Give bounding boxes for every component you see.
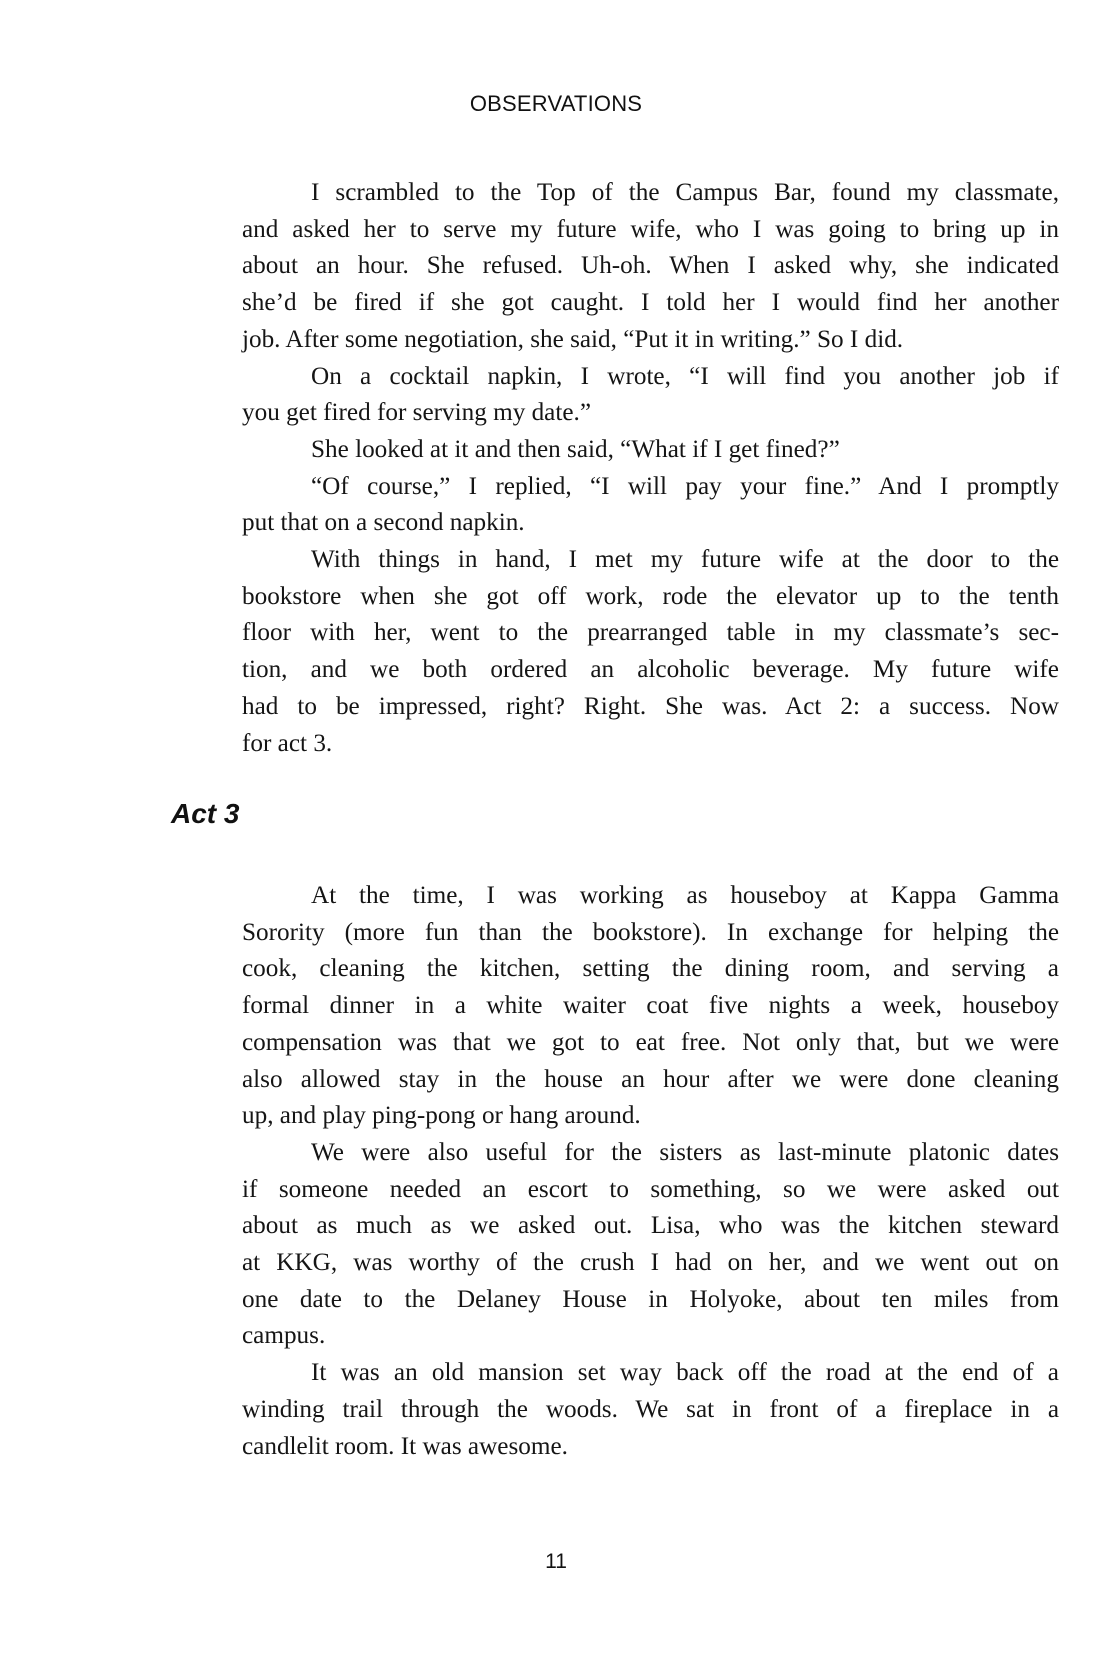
- text-line: one date to the Delaney House in Holyoke, about ten miles from: [242, 1285, 1059, 1313]
- text-line: put that on a second napkin.: [242, 509, 525, 537]
- text-line: about an hour. She refused. Uh-oh. When I asked why, she indicated: [242, 252, 1059, 280]
- text-line: We were also useful for the sisters as last-minute platonic dates: [311, 1138, 1059, 1166]
- body-text-act-3: [173, 878, 1059, 1465]
- text-line: campus.: [242, 1322, 326, 1350]
- text-line: had to be impressed, right? Right. She was. Act 2: a success. Now: [242, 692, 1059, 720]
- text-line: “Of course,” I replied, “I will pay your fine.” And I promptly: [311, 472, 1059, 500]
- text-line: She looked at it and then said, “What if I get fined?”: [311, 435, 840, 463]
- text-line: On a cocktail napkin, I wrote, “I will find you another job if: [311, 362, 1059, 390]
- text-line: if someone needed an escort to something, so we were asked out: [242, 1175, 1059, 1203]
- paragraph: [173, 469, 1059, 542]
- text-line: cook, cleaning the kitchen, setting the dining room, and serving a: [242, 955, 1059, 983]
- text-line: Sorority (more fun than the bookstore). In exchange for helping the: [242, 918, 1059, 946]
- paragraph: [173, 878, 1059, 1135]
- text-line: At the time, I was working as houseboy at Kappa Gamma: [311, 882, 1059, 909]
- paragraph: [173, 542, 1059, 762]
- text-line: With things in hand, I met my future wife at the door to the: [311, 546, 1059, 574]
- text-line: floor with her, went to the prearranged table in my classmate’s sec-: [242, 619, 1059, 647]
- paragraph: [173, 359, 1059, 432]
- body-text-section-before: [173, 175, 1059, 762]
- paragraph: [173, 1355, 1059, 1465]
- text-line: bookstore when she got off work, rode the elevator up to the tenth: [242, 582, 1059, 610]
- text-line: I scrambled to the Top of the Campus Bar, found my classmate,: [311, 179, 1059, 206]
- text-line: and asked her to serve my future wife, who I was going to bring up in: [242, 215, 1059, 243]
- text-line: up, and play ping-pong or hang around.: [242, 1102, 641, 1130]
- section-heading: Act 3: [171, 798, 240, 829]
- text-line: compensation was that we got to eat free. Not only that, but we were: [242, 1028, 1059, 1056]
- text-line: about as much as we asked out. Lisa, who was the kitchen steward: [242, 1212, 1059, 1240]
- paragraph: [173, 432, 1059, 469]
- paragraph: [173, 1135, 1059, 1355]
- text-line: at KKG, was worthy of the crush I had on her, and we went out on: [242, 1249, 1059, 1277]
- text-line: candlelit room. It was awesome.: [242, 1432, 568, 1460]
- page-number: 11: [545, 1550, 567, 1573]
- text-line: you get fired for serving my date.”: [242, 399, 592, 427]
- text-line: formal dinner in a white waiter coat five nights a week, houseboy: [242, 992, 1059, 1020]
- text-line: also allowed stay in the house an hour after we were done cleaning: [242, 1065, 1059, 1093]
- paragraph: [173, 175, 1059, 359]
- text-line: winding trail through the woods. We sat in front of a fireplace in a: [242, 1395, 1059, 1423]
- running-head: OBSERVATIONS: [469, 91, 643, 116]
- text-line: tion, and we both ordered an alcoholic beverage. My future wife: [242, 656, 1059, 684]
- text-line: It was an old mansion set way back off the road at the end of a: [311, 1359, 1059, 1387]
- text-line: she’d be fired if she got caught. I told her I would find her another: [242, 289, 1059, 317]
- text-line: job. After some negotiation, she said, “Put it in writing.” So I did.: [242, 325, 904, 353]
- text-line: for act 3.: [242, 729, 333, 757]
